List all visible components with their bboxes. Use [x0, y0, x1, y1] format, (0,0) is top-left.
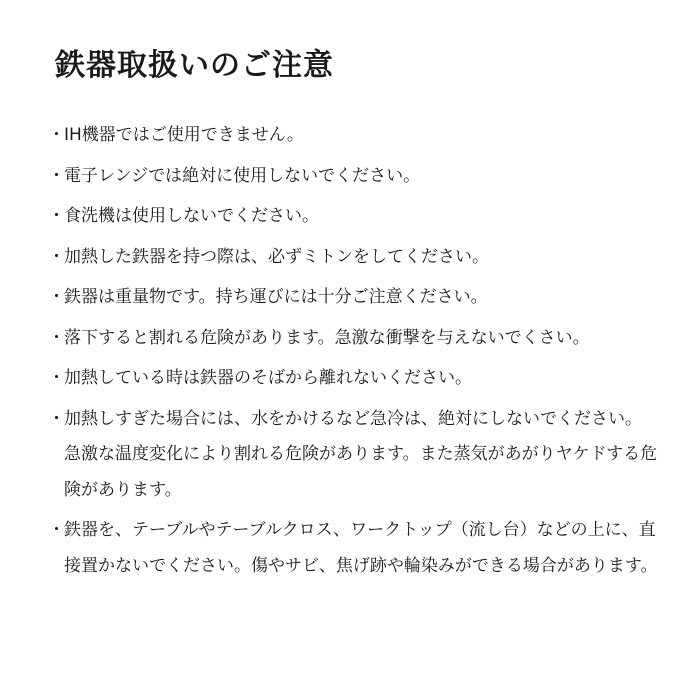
list-item [48, 199, 658, 235]
list-item-text: 落下すると割れる危険があります。急激な衝撃を与えないでくさい。 [64, 327, 590, 348]
bullet: ・ [48, 368, 65, 388]
bullet: ・ [48, 165, 65, 186]
list-item-text: 鉄器を、テーブルやテーブルクロス、ワークトップ（流し台）などの上に、直接置かないでください。傷やサビ、焦げ跡や輪染みができる場合があります。 [64, 520, 658, 576]
list-item-text: 電子レンジでは絶対に使用しないでください。 [64, 165, 421, 186]
bullet: ・ [48, 327, 65, 348]
bullet: ・ [48, 287, 65, 307]
list-item [48, 361, 658, 397]
list-item-text: IH機器ではご使用できません。 [64, 125, 304, 145]
list-item [48, 280, 658, 316]
caution-list [48, 118, 658, 589]
list-item [48, 402, 658, 509]
list-item [48, 118, 658, 154]
bullet: ・ [48, 246, 65, 267]
bullet: ・ [48, 206, 65, 226]
bullet: ・ [48, 520, 65, 540]
list-item [48, 321, 658, 357]
list-item [48, 240, 658, 276]
page-title: 鉄器取扱いのご注意 [55, 48, 334, 83]
list-item [48, 513, 658, 584]
bullet: ・ [48, 408, 65, 429]
list-item-text: 加熱している時は鉄器のそばから離れないください。 [64, 368, 472, 388]
list-item [48, 159, 658, 195]
list-item-text: 鉄器は重量物です。持ち運びには十分ご注意ください。 [64, 287, 488, 307]
list-item-text: 加熱した鉄器を持つ際は、必ずミトンをしてください。 [64, 246, 489, 267]
list-item-text: 加熱しすぎた場合には、水をかけるなど急冷は、絶対にしないでください。急激な温度変化により割れる危険があります。また蒸気があがりヤケドする危険があります。 [64, 408, 658, 500]
list-item-text: 食洗機は使用しないでください。 [64, 206, 319, 226]
bullet: ・ [48, 125, 65, 145]
